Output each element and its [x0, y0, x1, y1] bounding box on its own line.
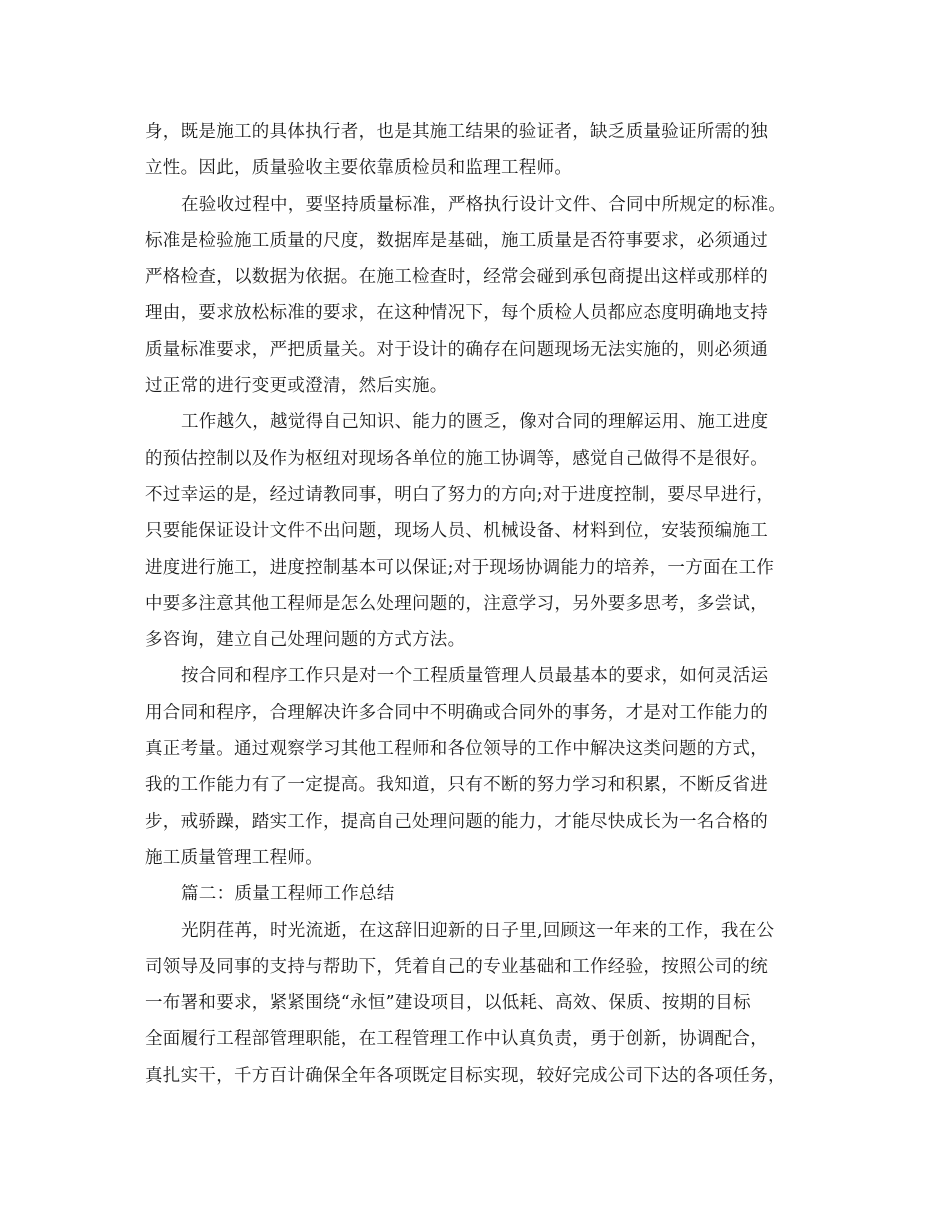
- text-line: 在验收过程中，要坚持质量标准，严格执行设计文件、合同中所规定的标准。: [181, 194, 787, 215]
- text-line: 身，既是施工的具体执行者，也是其施工结果的验证者，缺乏质量验证所需的独: [145, 122, 768, 142]
- text-line: 全面履行工程部管理职能，在工程管理工作中认真负责，勇于创新，协调配合，: [145, 1029, 768, 1050]
- text-line: 过正常的进行变更或澄清，然后实施。: [145, 376, 448, 397]
- text-line: 理由，要求放松标准的要求，在这种情况下，每个质检人员都应态度明确地支持: [145, 303, 768, 324]
- text-line: 中要多注意其他工程师是怎么处理问题的，注意学习，另外要多思考，多尝试，: [145, 593, 768, 614]
- text-line: 司领导及同事的支持与帮助下，凭着自己的专业基础和工作经验，按照公司的统: [145, 956, 768, 977]
- text-line: 进度进行施工，进度控制基本可以保证;对于现场协调能力的培养，一方面在工作: [145, 557, 775, 578]
- text-line: 不过幸运的是，经过请教同事，明白了努力的方向;对于进度控制，要尽早进行，: [145, 484, 775, 505]
- text-line: 多咨询，建立自己处理问题的方式方法。: [145, 630, 466, 651]
- text-line: 用合同和程序，合理解决许多合同中不明确或合同外的事务，才是对工作能力的: [145, 702, 768, 723]
- text-line: 的预估控制以及作为枢纽对现场各单位的施工协调等，感觉自己做得不是很好。: [145, 448, 768, 469]
- text-line: 一布署和要求，紧紧围绕“永恒”建设项目，以低耗、高效、保质、按期的目标: [145, 993, 751, 1014]
- text-line: 按合同和程序工作只是对一个工程质量管理人员最基本的要求，如何灵活运: [181, 666, 769, 687]
- text-line: 我的工作能力有了一定提高。我知道，只有不断的努力学习和积累，不断反省进: [145, 775, 768, 796]
- text-line: 工作越久，越觉得自己知识、能力的匮乏，像对合同的理解运用、施工进度: [181, 412, 769, 433]
- text-line: 篇二：质量工程师工作总结: [181, 884, 395, 905]
- text-line: 只要能保证设计文件不出问题，现场人员、机械设备、材料到位，安装预编施工: [145, 521, 768, 542]
- text-line: 严格检查，以数据为依据。在施工检查时，经常会碰到承包商提出这样或那样的: [145, 267, 768, 288]
- text-line: 施工质量管理工程师。: [145, 847, 323, 868]
- text-line: 真扎实干，千方百计确保全年各项既定目标实现，较好完成公司下达的各项任务，: [145, 1065, 786, 1086]
- text-line: 光阴荏苒，时光流逝，在这辞旧迎新的日子里,回顾这一年来的工作，我在公: [181, 920, 775, 941]
- text-line: 步，戒骄躁，踏实工作，提高自己处理问题的能力，才能尽快成长为一名合格的: [145, 811, 768, 832]
- document-body: [145, 114, 815, 1094]
- text-line: 质量标准要求，严把质量关。对于设计的确存在问题现场无法实施的，则必须通: [145, 339, 768, 360]
- text-line: 真正考量。通过观察学习其他工程师和各位领导的工作中解决这类问题的方式，: [145, 739, 768, 760]
- text-line: 立性。因此，质量验收主要依靠质检员和监理工程师。: [145, 158, 573, 179]
- text-line: 标准是检验施工质量的尺度，数据库是基础，施工质量是否符事要求，必须通过: [145, 230, 768, 251]
